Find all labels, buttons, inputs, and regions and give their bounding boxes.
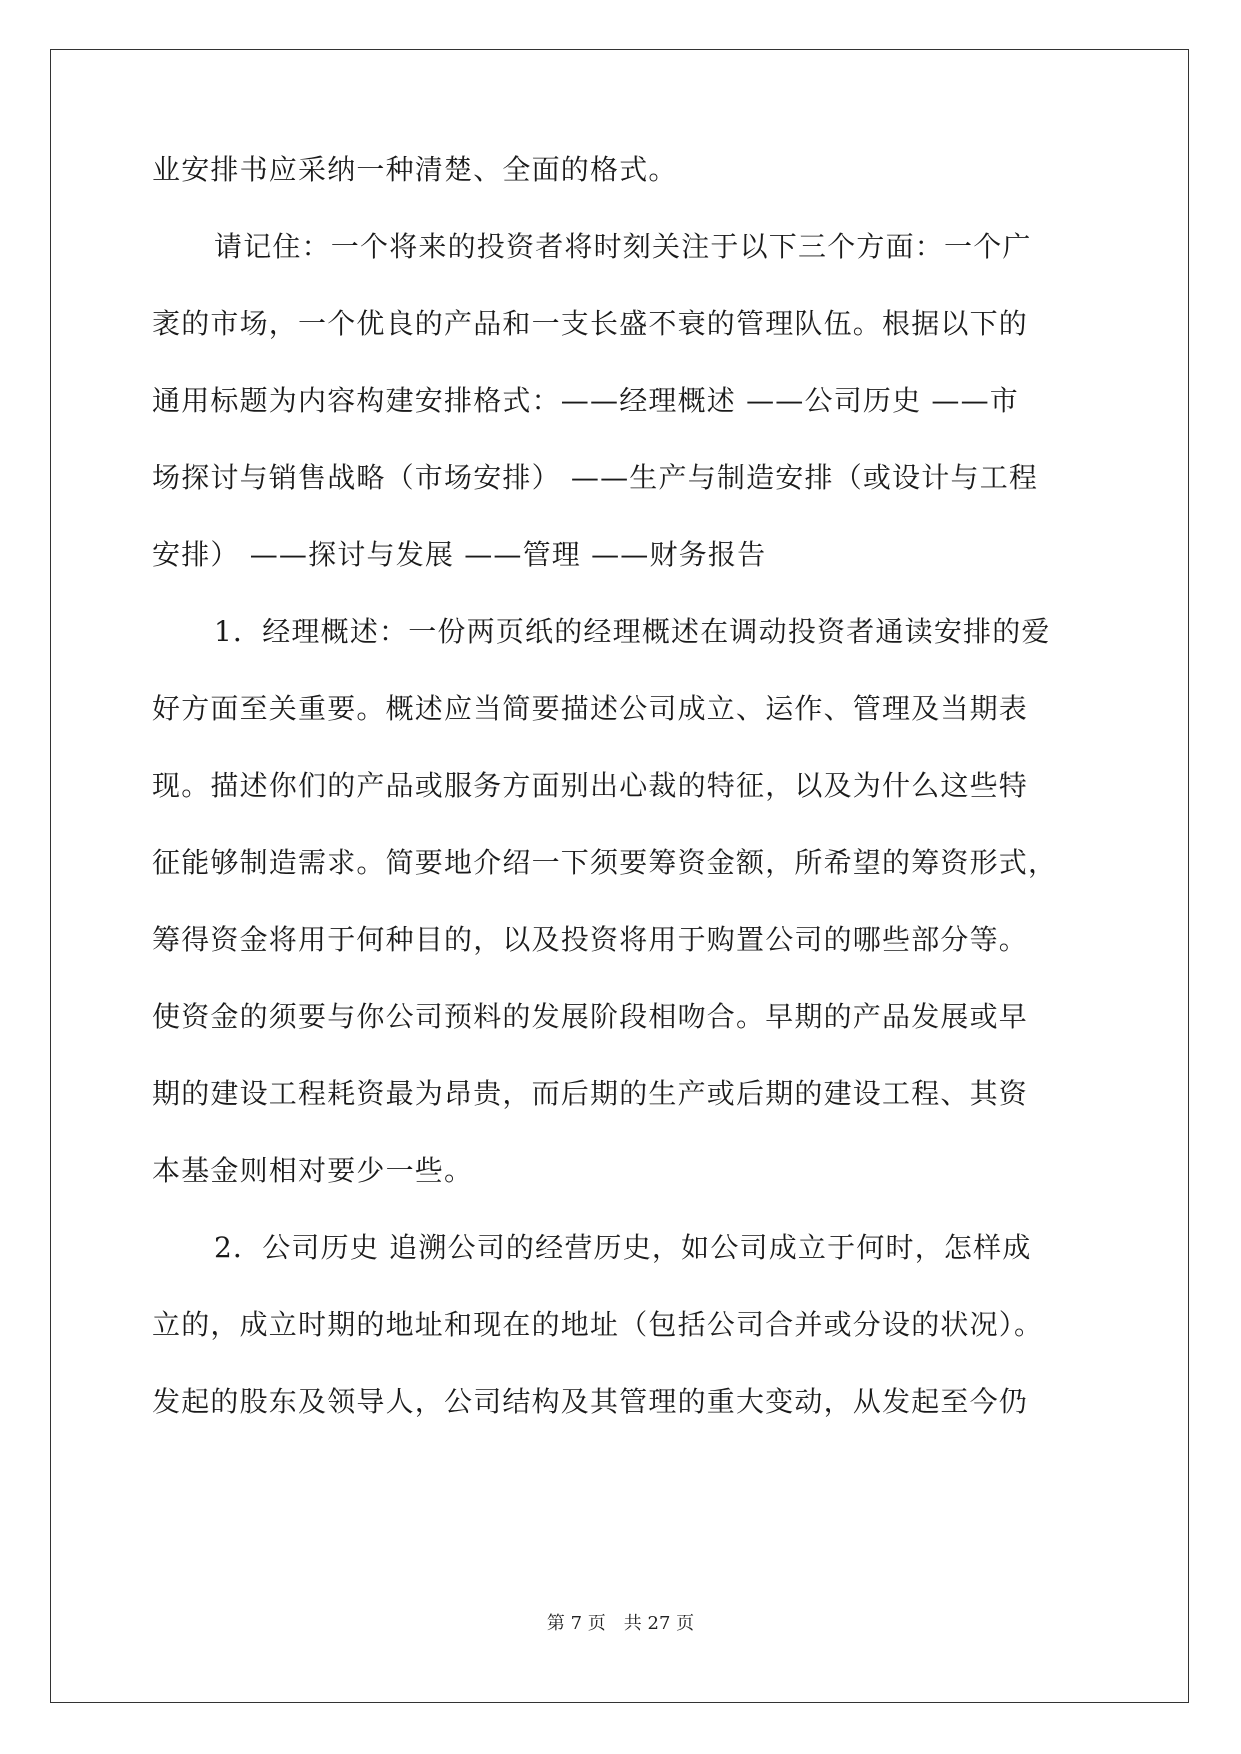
page-number-footer: 第 7 页 共 27 页 — [546, 1613, 695, 1634]
paragraph-line: 期的建设工程耗资最为昂贵，而后期的生产或后期的建设工程、其资 — [152, 1077, 1029, 1110]
paragraph-line: 安排） ——探讨与发展 ——管理 ——财务报告 — [152, 538, 767, 571]
paragraph-line: 1．经理概述：一份两页纸的经理概述在调动投资者通读安排的爱 — [214, 615, 1051, 648]
paragraph-line: 征能够制造需求。简要地介绍一下须要筹资金额，所希望的筹资形式， — [152, 846, 1058, 879]
paragraph-line: 场探讨与销售战略（市场安排） ——生产与制造安排（或设计与工程 — [152, 461, 1039, 494]
paragraph-line: 立的，成立时期的地址和现在的地址（包括公司合并或分设的状况）。 — [152, 1308, 1044, 1341]
paragraph-line: 本基金则相对要少一些。 — [152, 1154, 474, 1187]
paragraph-line: 使资金的须要与你公司预料的发展阶段相吻合。早期的产品发展或早 — [152, 1000, 1029, 1033]
paragraph-line: 筹得资金将用于何种目的，以及投资将用于购置公司的哪些部分等。 — [152, 923, 1029, 956]
paragraph-line: 好方面至关重要。概述应当简要描述公司成立、运作、管理及当期表 — [152, 692, 1029, 725]
paragraph-line: 业安排书应采纳一种清楚、全面的格式。 — [152, 153, 678, 186]
paragraph-line: 发起的股东及领导人，公司结构及其管理的重大变动，从发起至今仍 — [152, 1385, 1029, 1418]
paragraph-line: 现。描述你们的产品或服务方面别出心裁的特征，以及为什么这些特 — [152, 769, 1029, 802]
paragraph-line: 请记住：一个将来的投资者将时刻关注于以下三个方面：一个广 — [214, 230, 1032, 263]
paragraph-line: 袤的市场，一个优良的产品和一支长盛不衰的管理队伍。根据以下的 — [152, 307, 1029, 340]
paragraph-line: 通用标题为内容构建安排格式：——经理概述 ——公司历史 ——市 — [152, 384, 1020, 417]
paragraph-line: 2．公司历史 追溯公司的经营历史，如公司成立于何时，怎样成 — [214, 1231, 1032, 1264]
